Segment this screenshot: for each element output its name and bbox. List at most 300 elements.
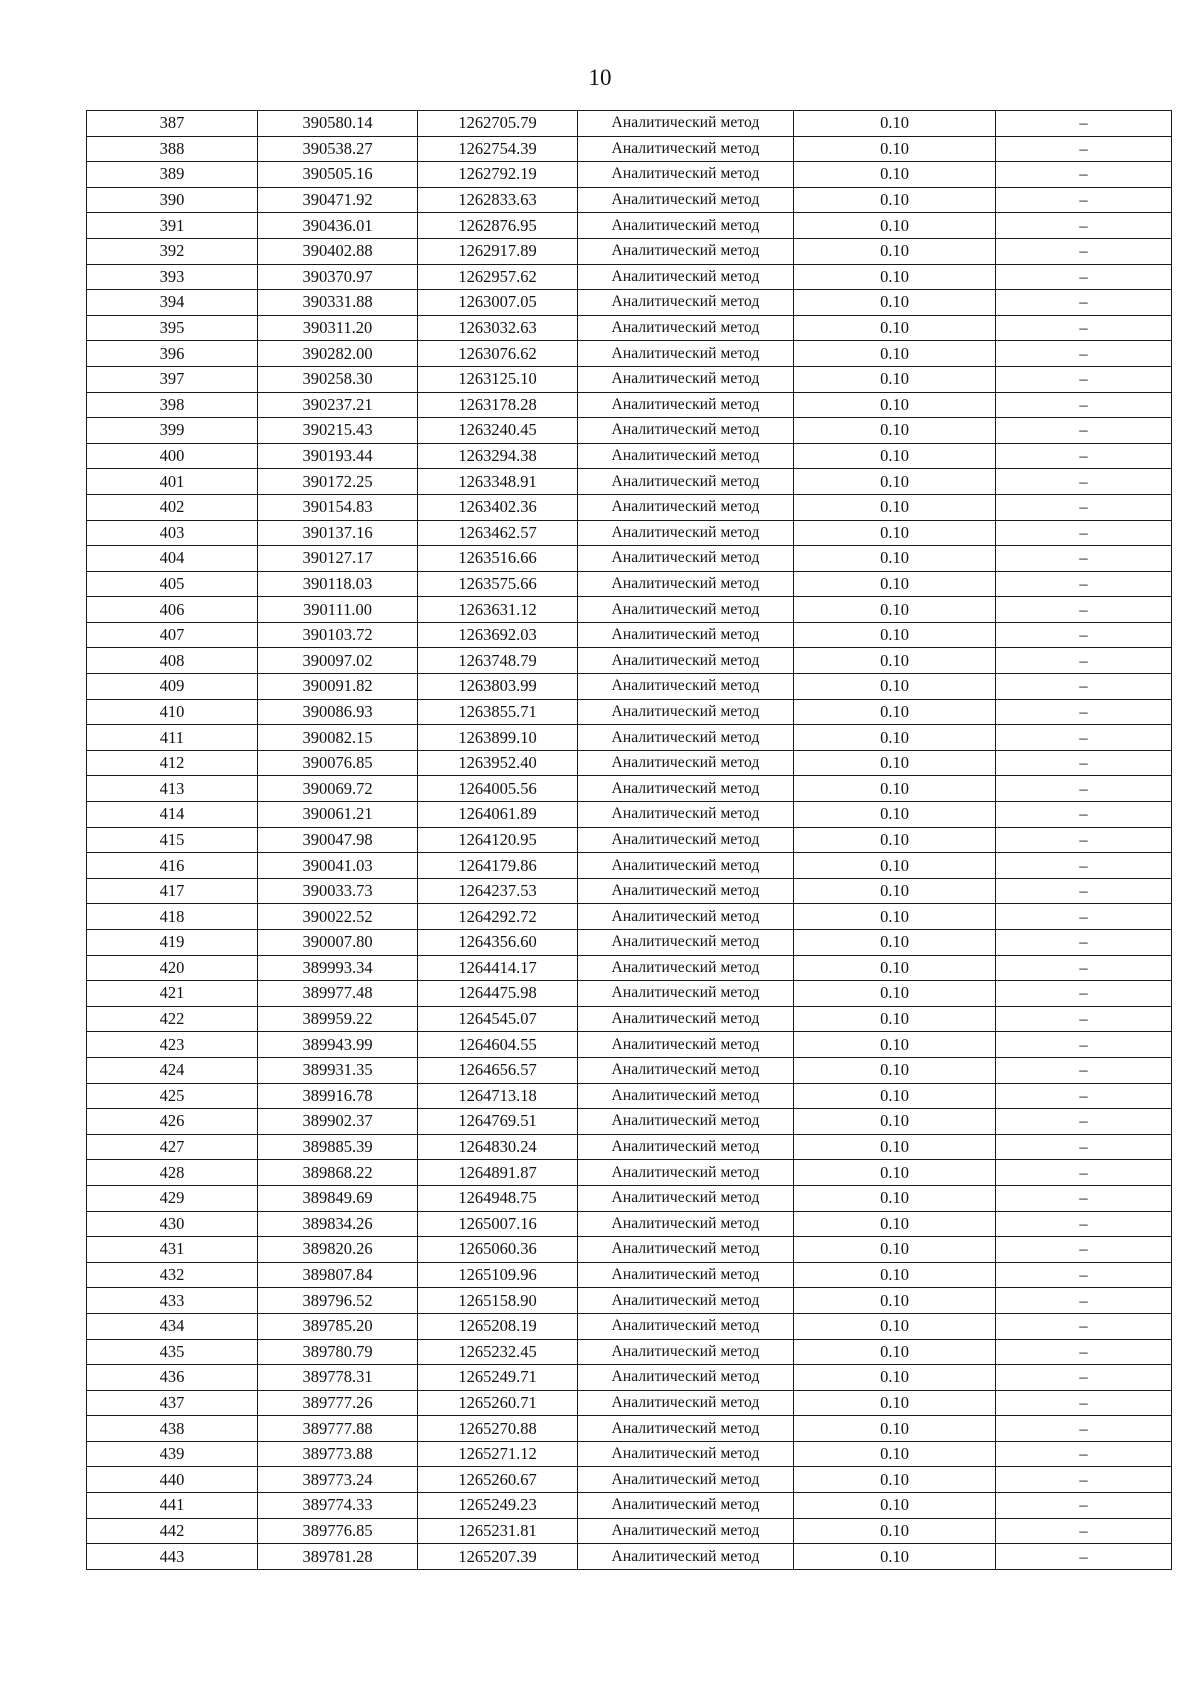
method-cell: Аналитический метод [578, 930, 794, 956]
x-coordinate-cell: 390154.83 [258, 494, 418, 520]
point-number-cell: 420 [87, 955, 258, 981]
y-coordinate-cell: 1264948.75 [418, 1185, 578, 1211]
point-number-cell: 427 [87, 1134, 258, 1160]
table-row [87, 1467, 1172, 1493]
coordinates-table [86, 110, 1172, 1570]
note-cell: – [996, 725, 1172, 751]
note-cell: – [996, 290, 1172, 316]
accuracy-cell: 0.10 [794, 187, 996, 213]
table-row [87, 290, 1172, 316]
note-cell: – [996, 1493, 1172, 1519]
x-coordinate-cell: 390215.43 [258, 418, 418, 444]
y-coordinate-cell: 1264414.17 [418, 955, 578, 981]
point-number-cell: 390 [87, 187, 258, 213]
table-row [87, 699, 1172, 725]
table-row [87, 1032, 1172, 1058]
accuracy-cell: 0.10 [794, 622, 996, 648]
method-cell: Аналитический метод [578, 827, 794, 853]
table-row [87, 955, 1172, 981]
note-cell: – [996, 1441, 1172, 1467]
method-cell: Аналитический метод [578, 238, 794, 264]
note-cell: – [996, 1083, 1172, 1109]
note-cell: – [996, 1262, 1172, 1288]
x-coordinate-cell: 389796.52 [258, 1288, 418, 1314]
accuracy-cell: 0.10 [794, 315, 996, 341]
accuracy-cell: 0.10 [794, 776, 996, 802]
method-cell: Аналитический метод [578, 1057, 794, 1083]
table-row [87, 315, 1172, 341]
x-coordinate-cell: 389773.88 [258, 1441, 418, 1467]
point-number-cell: 441 [87, 1493, 258, 1519]
method-cell: Аналитический метод [578, 1288, 794, 1314]
x-coordinate-cell: 390193.44 [258, 443, 418, 469]
note-cell: – [996, 520, 1172, 546]
x-coordinate-cell: 390370.97 [258, 264, 418, 290]
point-number-cell: 423 [87, 1032, 258, 1058]
x-coordinate-cell: 389780.79 [258, 1339, 418, 1365]
method-cell: Аналитический метод [578, 162, 794, 188]
table-row [87, 1339, 1172, 1365]
accuracy-cell: 0.10 [794, 1057, 996, 1083]
y-coordinate-cell: 1262957.62 [418, 264, 578, 290]
table-row [87, 1134, 1172, 1160]
x-coordinate-cell: 389776.85 [258, 1518, 418, 1544]
y-coordinate-cell: 1264713.18 [418, 1083, 578, 1109]
point-number-cell: 442 [87, 1518, 258, 1544]
y-coordinate-cell: 1263007.05 [418, 290, 578, 316]
method-cell: Аналитический метод [578, 1134, 794, 1160]
point-number-cell: 435 [87, 1339, 258, 1365]
y-coordinate-cell: 1264656.57 [418, 1057, 578, 1083]
point-number-cell: 409 [87, 674, 258, 700]
note-cell: – [996, 111, 1172, 137]
method-cell: Аналитический метод [578, 1083, 794, 1109]
x-coordinate-cell: 389781.28 [258, 1544, 418, 1570]
note-cell: – [996, 341, 1172, 367]
table-row [87, 802, 1172, 828]
y-coordinate-cell: 1263178.28 [418, 392, 578, 418]
point-number-cell: 415 [87, 827, 258, 853]
point-number-cell: 422 [87, 1006, 258, 1032]
table-row [87, 520, 1172, 546]
accuracy-cell: 0.10 [794, 341, 996, 367]
accuracy-cell: 0.10 [794, 546, 996, 572]
y-coordinate-cell: 1263899.10 [418, 725, 578, 751]
y-coordinate-cell: 1264604.55 [418, 1032, 578, 1058]
table-row [87, 1518, 1172, 1544]
method-cell: Аналитический метод [578, 1006, 794, 1032]
note-cell: – [996, 443, 1172, 469]
accuracy-cell: 0.10 [794, 1441, 996, 1467]
accuracy-cell: 0.10 [794, 1160, 996, 1186]
y-coordinate-cell: 1263855.71 [418, 699, 578, 725]
x-coordinate-cell: 389774.33 [258, 1493, 418, 1519]
method-cell: Аналитический метод [578, 469, 794, 495]
note-cell: – [996, 750, 1172, 776]
accuracy-cell: 0.10 [794, 930, 996, 956]
accuracy-cell: 0.10 [794, 878, 996, 904]
x-coordinate-cell: 390091.82 [258, 674, 418, 700]
accuracy-cell: 0.10 [794, 1467, 996, 1493]
table-row [87, 930, 1172, 956]
note-cell: – [996, 1518, 1172, 1544]
x-coordinate-cell: 389773.24 [258, 1467, 418, 1493]
method-cell: Аналитический метод [578, 622, 794, 648]
point-number-cell: 402 [87, 494, 258, 520]
accuracy-cell: 0.10 [794, 904, 996, 930]
table-row [87, 904, 1172, 930]
table-row [87, 878, 1172, 904]
table-row [87, 1083, 1172, 1109]
method-cell: Аналитический метод [578, 1467, 794, 1493]
y-coordinate-cell: 1263125.10 [418, 366, 578, 392]
point-number-cell: 391 [87, 213, 258, 239]
note-cell: – [996, 418, 1172, 444]
x-coordinate-cell: 390047.98 [258, 827, 418, 853]
method-cell: Аналитический метод [578, 366, 794, 392]
accuracy-cell: 0.10 [794, 1518, 996, 1544]
method-cell: Аналитический метод [578, 315, 794, 341]
y-coordinate-cell: 1263402.36 [418, 494, 578, 520]
accuracy-cell: 0.10 [794, 1493, 996, 1519]
table-row [87, 238, 1172, 264]
note-cell: – [996, 699, 1172, 725]
table-row [87, 674, 1172, 700]
table-row [87, 341, 1172, 367]
x-coordinate-cell: 390061.21 [258, 802, 418, 828]
note-cell: – [996, 622, 1172, 648]
table-row [87, 1160, 1172, 1186]
x-coordinate-cell: 390505.16 [258, 162, 418, 188]
point-number-cell: 418 [87, 904, 258, 930]
y-coordinate-cell: 1264356.60 [418, 930, 578, 956]
accuracy-cell: 0.10 [794, 981, 996, 1007]
x-coordinate-cell: 390436.01 [258, 213, 418, 239]
y-coordinate-cell: 1264179.86 [418, 853, 578, 879]
point-number-cell: 404 [87, 546, 258, 572]
table-row [87, 750, 1172, 776]
x-coordinate-cell: 390033.73 [258, 878, 418, 904]
accuracy-cell: 0.10 [794, 1211, 996, 1237]
method-cell: Аналитический метод [578, 955, 794, 981]
x-coordinate-cell: 390580.14 [258, 111, 418, 137]
method-cell: Аналитический метод [578, 802, 794, 828]
y-coordinate-cell: 1265249.23 [418, 1493, 578, 1519]
accuracy-cell: 0.10 [794, 1185, 996, 1211]
method-cell: Аналитический метод [578, 725, 794, 751]
table-row [87, 827, 1172, 853]
y-coordinate-cell: 1265260.67 [418, 1467, 578, 1493]
accuracy-cell: 0.10 [794, 597, 996, 623]
x-coordinate-cell: 389807.84 [258, 1262, 418, 1288]
table-row [87, 1185, 1172, 1211]
point-number-cell: 438 [87, 1416, 258, 1442]
y-coordinate-cell: 1265271.12 [418, 1441, 578, 1467]
table-row [87, 469, 1172, 495]
y-coordinate-cell: 1263803.99 [418, 674, 578, 700]
point-number-cell: 403 [87, 520, 258, 546]
note-cell: – [996, 494, 1172, 520]
method-cell: Аналитический метод [578, 776, 794, 802]
y-coordinate-cell: 1264061.89 [418, 802, 578, 828]
method-cell: Аналитический метод [578, 341, 794, 367]
accuracy-cell: 0.10 [794, 699, 996, 725]
x-coordinate-cell: 389778.31 [258, 1365, 418, 1391]
x-coordinate-cell: 389931.35 [258, 1057, 418, 1083]
method-cell: Аналитический метод [578, 571, 794, 597]
method-cell: Аналитический метод [578, 213, 794, 239]
point-number-cell: 416 [87, 853, 258, 879]
x-coordinate-cell: 390041.03 [258, 853, 418, 879]
table-row [87, 1237, 1172, 1263]
table-row [87, 1544, 1172, 1570]
note-cell: – [996, 315, 1172, 341]
point-number-cell: 417 [87, 878, 258, 904]
accuracy-cell: 0.10 [794, 1416, 996, 1442]
note-cell: – [996, 136, 1172, 162]
y-coordinate-cell: 1262917.89 [418, 238, 578, 264]
point-number-cell: 434 [87, 1313, 258, 1339]
point-number-cell: 425 [87, 1083, 258, 1109]
note-cell: – [996, 238, 1172, 264]
method-cell: Аналитический метод [578, 1262, 794, 1288]
table-row [87, 264, 1172, 290]
y-coordinate-cell: 1265270.88 [418, 1416, 578, 1442]
method-cell: Аналитический метод [578, 904, 794, 930]
note-cell: – [996, 1416, 1172, 1442]
y-coordinate-cell: 1263952.40 [418, 750, 578, 776]
method-cell: Аналитический метод [578, 674, 794, 700]
table-row [87, 213, 1172, 239]
x-coordinate-cell: 390127.17 [258, 546, 418, 572]
point-number-cell: 396 [87, 341, 258, 367]
point-number-cell: 440 [87, 1467, 258, 1493]
x-coordinate-cell: 390538.27 [258, 136, 418, 162]
note-cell: – [996, 1390, 1172, 1416]
table-row [87, 187, 1172, 213]
point-number-cell: 421 [87, 981, 258, 1007]
x-coordinate-cell: 389834.26 [258, 1211, 418, 1237]
method-cell: Аналитический метод [578, 750, 794, 776]
table-row [87, 622, 1172, 648]
method-cell: Аналитический метод [578, 546, 794, 572]
y-coordinate-cell: 1262705.79 [418, 111, 578, 137]
y-coordinate-cell: 1262833.63 [418, 187, 578, 213]
accuracy-cell: 0.10 [794, 648, 996, 674]
accuracy-cell: 0.10 [794, 392, 996, 418]
y-coordinate-cell: 1264005.56 [418, 776, 578, 802]
x-coordinate-cell: 390118.03 [258, 571, 418, 597]
method-cell: Аналитический метод [578, 1237, 794, 1263]
method-cell: Аналитический метод [578, 1160, 794, 1186]
method-cell: Аналитический метод [578, 1313, 794, 1339]
note-cell: – [996, 648, 1172, 674]
x-coordinate-cell: 390137.16 [258, 520, 418, 546]
accuracy-cell: 0.10 [794, 1109, 996, 1135]
x-coordinate-cell: 390237.21 [258, 392, 418, 418]
note-cell: – [996, 981, 1172, 1007]
accuracy-cell: 0.10 [794, 1365, 996, 1391]
x-coordinate-cell: 390471.92 [258, 187, 418, 213]
accuracy-cell: 0.10 [794, 1288, 996, 1314]
x-coordinate-cell: 390282.00 [258, 341, 418, 367]
table-row [87, 1288, 1172, 1314]
y-coordinate-cell: 1264769.51 [418, 1109, 578, 1135]
accuracy-cell: 0.10 [794, 674, 996, 700]
note-cell: – [996, 1467, 1172, 1493]
point-number-cell: 401 [87, 469, 258, 495]
table-row [87, 418, 1172, 444]
y-coordinate-cell: 1263348.91 [418, 469, 578, 495]
note-cell: – [996, 930, 1172, 956]
note-cell: – [996, 1160, 1172, 1186]
y-coordinate-cell: 1264120.95 [418, 827, 578, 853]
point-number-cell: 430 [87, 1211, 258, 1237]
x-coordinate-cell: 389777.88 [258, 1416, 418, 1442]
table-row [87, 1313, 1172, 1339]
y-coordinate-cell: 1264475.98 [418, 981, 578, 1007]
x-coordinate-cell: 389977.48 [258, 981, 418, 1007]
point-number-cell: 414 [87, 802, 258, 828]
table-row [87, 494, 1172, 520]
point-number-cell: 408 [87, 648, 258, 674]
x-coordinate-cell: 389777.26 [258, 1390, 418, 1416]
method-cell: Аналитический метод [578, 418, 794, 444]
accuracy-cell: 0.10 [794, 264, 996, 290]
note-cell: – [996, 1544, 1172, 1570]
point-number-cell: 387 [87, 111, 258, 137]
x-coordinate-cell: 389916.78 [258, 1083, 418, 1109]
point-number-cell: 433 [87, 1288, 258, 1314]
accuracy-cell: 0.10 [794, 162, 996, 188]
note-cell: – [996, 469, 1172, 495]
point-number-cell: 407 [87, 622, 258, 648]
accuracy-cell: 0.10 [794, 1237, 996, 1263]
y-coordinate-cell: 1263032.63 [418, 315, 578, 341]
table-row [87, 546, 1172, 572]
coordinates-table-body [87, 111, 1172, 1570]
method-cell: Аналитический метод [578, 853, 794, 879]
y-coordinate-cell: 1262792.19 [418, 162, 578, 188]
accuracy-cell: 0.10 [794, 111, 996, 137]
x-coordinate-cell: 389885.39 [258, 1134, 418, 1160]
table-row [87, 162, 1172, 188]
accuracy-cell: 0.10 [794, 571, 996, 597]
accuracy-cell: 0.10 [794, 1313, 996, 1339]
note-cell: – [996, 1006, 1172, 1032]
table-row [87, 571, 1172, 597]
accuracy-cell: 0.10 [794, 418, 996, 444]
page-number: 10 [588, 65, 612, 90]
point-number-cell: 394 [87, 290, 258, 316]
accuracy-cell: 0.10 [794, 1262, 996, 1288]
accuracy-cell: 0.10 [794, 725, 996, 751]
accuracy-cell: 0.10 [794, 1339, 996, 1365]
x-coordinate-cell: 389785.20 [258, 1313, 418, 1339]
table-row [87, 1211, 1172, 1237]
accuracy-cell: 0.10 [794, 1032, 996, 1058]
table-row [87, 1262, 1172, 1288]
method-cell: Аналитический метод [578, 1416, 794, 1442]
y-coordinate-cell: 1264830.24 [418, 1134, 578, 1160]
method-cell: Аналитический метод [578, 494, 794, 520]
method-cell: Аналитический метод [578, 264, 794, 290]
accuracy-cell: 0.10 [794, 802, 996, 828]
point-number-cell: 389 [87, 162, 258, 188]
point-number-cell: 410 [87, 699, 258, 725]
note-cell: – [996, 571, 1172, 597]
method-cell: Аналитический метод [578, 290, 794, 316]
accuracy-cell: 0.10 [794, 238, 996, 264]
point-number-cell: 431 [87, 1237, 258, 1263]
note-cell: – [996, 1365, 1172, 1391]
accuracy-cell: 0.10 [794, 366, 996, 392]
y-coordinate-cell: 1263631.12 [418, 597, 578, 623]
accuracy-cell: 0.10 [794, 1544, 996, 1570]
point-number-cell: 428 [87, 1160, 258, 1186]
x-coordinate-cell: 390311.20 [258, 315, 418, 341]
table-row [87, 776, 1172, 802]
point-number-cell: 437 [87, 1390, 258, 1416]
x-coordinate-cell: 390258.30 [258, 366, 418, 392]
y-coordinate-cell: 1263516.66 [418, 546, 578, 572]
table-row [87, 1365, 1172, 1391]
table-row [87, 725, 1172, 751]
note-cell: – [996, 853, 1172, 879]
method-cell: Аналитический метод [578, 520, 794, 546]
method-cell: Аналитический метод [578, 111, 794, 137]
method-cell: Аналитический метод [578, 1493, 794, 1519]
point-number-cell: 392 [87, 238, 258, 264]
note-cell: – [996, 187, 1172, 213]
y-coordinate-cell: 1263575.66 [418, 571, 578, 597]
method-cell: Аналитический метод [578, 443, 794, 469]
point-number-cell: 388 [87, 136, 258, 162]
method-cell: Аналитический метод [578, 1185, 794, 1211]
note-cell: – [996, 1313, 1172, 1339]
method-cell: Аналитический метод [578, 1390, 794, 1416]
method-cell: Аналитический метод [578, 1032, 794, 1058]
x-coordinate-cell: 389959.22 [258, 1006, 418, 1032]
table-row [87, 366, 1172, 392]
x-coordinate-cell: 390086.93 [258, 699, 418, 725]
point-number-cell: 426 [87, 1109, 258, 1135]
note-cell: – [996, 1032, 1172, 1058]
point-number-cell: 398 [87, 392, 258, 418]
note-cell: – [996, 366, 1172, 392]
note-cell: – [996, 776, 1172, 802]
x-coordinate-cell: 390097.02 [258, 648, 418, 674]
note-cell: – [996, 878, 1172, 904]
table-row [87, 1493, 1172, 1519]
y-coordinate-cell: 1264292.72 [418, 904, 578, 930]
point-number-cell: 399 [87, 418, 258, 444]
point-number-cell: 412 [87, 750, 258, 776]
table-row [87, 648, 1172, 674]
note-cell: – [996, 1134, 1172, 1160]
note-cell: – [996, 392, 1172, 418]
note-cell: – [996, 162, 1172, 188]
point-number-cell: 405 [87, 571, 258, 597]
method-cell: Аналитический метод [578, 597, 794, 623]
y-coordinate-cell: 1263692.03 [418, 622, 578, 648]
note-cell: – [996, 264, 1172, 290]
accuracy-cell: 0.10 [794, 1006, 996, 1032]
method-cell: Аналитический метод [578, 392, 794, 418]
x-coordinate-cell: 390022.52 [258, 904, 418, 930]
accuracy-cell: 0.10 [794, 1390, 996, 1416]
x-coordinate-cell: 390069.72 [258, 776, 418, 802]
